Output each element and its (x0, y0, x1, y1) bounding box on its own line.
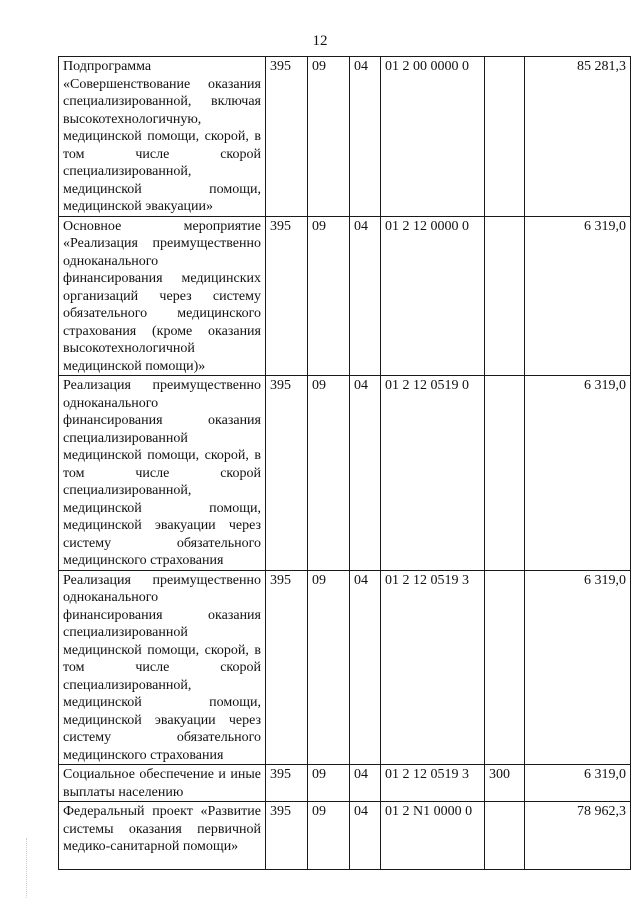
expense-type-code (485, 216, 525, 376)
target-article-code: 01 2 12 0519 0 (381, 376, 485, 571)
subsection-code: 04 (350, 765, 381, 802)
subsection-code: 04 (350, 802, 381, 870)
table-row (59, 216, 631, 376)
target-article-code: 01 2 N1 0000 0 (381, 802, 485, 870)
row-name: Реализация преимущественно одноканального финансирования оказания специализированной медицинской помощи, скорой, в том числе скорой специализированной, медицинской помощи, медицинской эвакуации через систему обязательного медицинского страхования (59, 570, 266, 765)
table-row (59, 57, 631, 217)
target-article-code: 01 2 00 0000 0 (381, 57, 485, 217)
target-article-code: 01 2 12 0519 3 (381, 570, 485, 765)
amount: 6 319,0 (525, 570, 631, 765)
ministry-code: 395 (266, 802, 308, 870)
ministry-code: 395 (266, 216, 308, 376)
section-code: 09 (308, 765, 350, 802)
ministry-code: 395 (266, 57, 308, 217)
page-number: 12 (312, 33, 328, 49)
expense-type-code (485, 570, 525, 765)
ministry-code: 395 (266, 570, 308, 765)
expense-type-code (485, 802, 525, 870)
amount: 6 319,0 (525, 765, 631, 802)
ministry-code: 395 (266, 765, 308, 802)
subsection-code: 04 (350, 570, 381, 765)
ministry-code: 395 (266, 376, 308, 571)
budget-table (58, 56, 631, 870)
section-code: 09 (308, 376, 350, 571)
amount: 78 962,3 (525, 802, 631, 870)
amount: 6 319,0 (525, 216, 631, 376)
subsection-code: 04 (350, 376, 381, 571)
row-name: Реализация преимущественно одноканального финансирования оказания специализированной медицинской помощи, скорой, в том числе скорой специализированной, медицинской помощи, медицинской эвакуации через систему обязательного медицинского страхования (59, 376, 266, 571)
subsection-code: 04 (350, 57, 381, 217)
amount: 6 319,0 (525, 376, 631, 571)
table-row (59, 802, 631, 870)
row-name: Основное мероприятие «Реализация преимущественно одноканального финансирования медицинских организаций через систему обязательного медицинского страхования (кроме оказания высокотехнологичной медицинской помощи)» (59, 216, 266, 376)
section-code: 09 (308, 570, 350, 765)
expense-type-code: 300 (485, 765, 525, 802)
table-row (59, 376, 631, 571)
table-row (59, 765, 631, 802)
expense-type-code (485, 57, 525, 217)
scan-artifact-line (26, 838, 27, 898)
section-code: 09 (308, 57, 350, 217)
subsection-code: 04 (350, 216, 381, 376)
table-row (59, 570, 631, 765)
section-code: 09 (308, 216, 350, 376)
expense-type-code (485, 376, 525, 571)
target-article-code: 01 2 12 0519 3 (381, 765, 485, 802)
section-code: 09 (308, 802, 350, 870)
row-name: Федеральный проект «Развитие системы оказания первичной медико-санитарной помощи» (59, 802, 266, 870)
target-article-code: 01 2 12 0000 0 (381, 216, 485, 376)
row-name: Социальное обеспечение и иные выплаты населению (59, 765, 266, 802)
row-name: Подпрограмма «Совершенствование оказания специализированной, включая высокотехнологичную, медицинской помощи, скорой, в том числе скорой специализированной, медицинской помощи, медицинской эвакуации» (59, 57, 266, 217)
amount: 85 281,3 (525, 57, 631, 217)
